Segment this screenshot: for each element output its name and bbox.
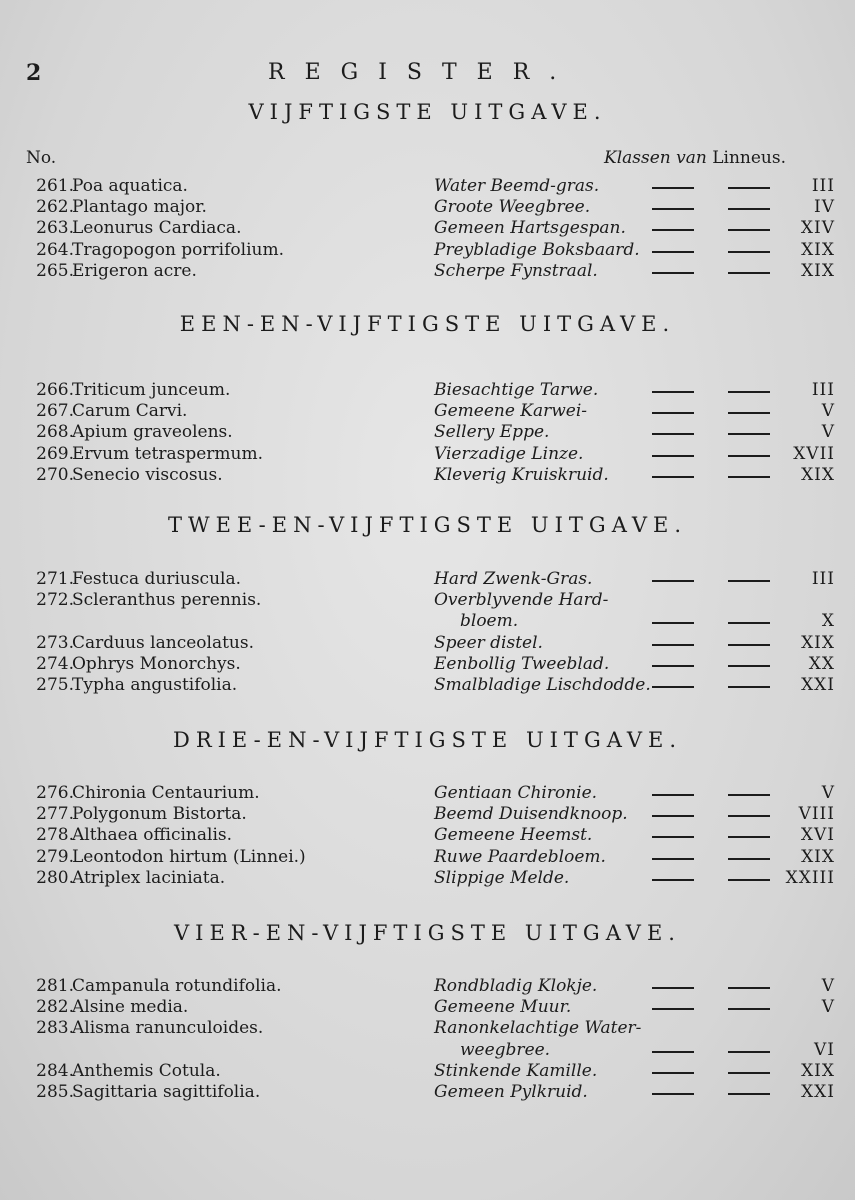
latin-name: Plantago major. xyxy=(72,197,207,218)
entry-number: 266. xyxy=(36,380,74,400)
linnaeus-class: XIX xyxy=(801,464,835,485)
leader-dash xyxy=(652,229,694,231)
latin-name: Carum Carvi. xyxy=(72,401,188,422)
dutch-name: Kleverig Kruiskruid. xyxy=(434,464,609,485)
register-entry xyxy=(0,218,855,240)
dutch-name: Speer distel. xyxy=(434,632,543,653)
leader-dash xyxy=(652,580,694,582)
register-entry xyxy=(0,465,855,487)
dutch-name: Overblyvende Hard- xyxy=(434,590,609,611)
page-number: 2 xyxy=(26,60,42,86)
entry-number: 283. xyxy=(36,1018,74,1039)
linnaeus-class: V xyxy=(821,976,835,996)
dutch-name: Gemeen Pylkruid. xyxy=(434,1082,588,1102)
register-entry xyxy=(0,997,855,1019)
latin-name: Festuca duriuscula. xyxy=(72,569,242,589)
register-entry xyxy=(0,654,855,676)
latin-name: Tragopogon porrifolium. xyxy=(72,239,284,260)
linnaeus-class: III xyxy=(811,569,835,589)
linnaeus-class: VIII xyxy=(798,804,835,825)
entry-number: 262. xyxy=(36,197,74,218)
leader-dash xyxy=(652,1072,694,1074)
leader-dash xyxy=(652,686,694,688)
linnaeus-class: V xyxy=(821,401,835,422)
leader-dash xyxy=(652,433,694,435)
entry-number: 261. xyxy=(36,176,74,196)
linnaeus-class: III xyxy=(811,380,835,400)
linnaeus-class: V xyxy=(821,997,835,1018)
linnaeus-class: IV xyxy=(814,197,835,218)
dutch-name: Smalbladige Lischdodde. xyxy=(434,675,651,695)
section-title: VIER-EN-VIJFTIGSTE UITGAVE. xyxy=(174,921,681,945)
latin-name: Ervum tetraspermum. xyxy=(72,443,263,464)
dutch-name: Water Beemd-gras. xyxy=(434,176,600,196)
linnaeus-class: X xyxy=(821,611,835,632)
linnaeus-class: XXI xyxy=(801,1082,835,1102)
dutch-name: Ranonkelachtige Water- xyxy=(434,1018,642,1039)
dutch-name: Beemd Duisendknoop. xyxy=(434,804,628,825)
entry-number: 275. xyxy=(36,675,74,695)
register-entry xyxy=(0,261,855,283)
entry-number: 276. xyxy=(36,783,74,803)
section-title: EEN-EN-VIJFTIGSTE UITGAVE. xyxy=(179,312,676,336)
dutch-name-continuation: bloem. xyxy=(460,611,519,632)
linnaeus-class: XIX xyxy=(801,846,835,867)
dutch-name: Gemeene Karwei- xyxy=(434,401,588,422)
running-title: REGISTER. xyxy=(268,60,577,85)
dutch-name-continuation: weegbree. xyxy=(460,1039,551,1060)
entry-number: 264. xyxy=(36,239,74,260)
leader-dash xyxy=(652,879,694,881)
leader-dash xyxy=(652,412,694,414)
register-entry xyxy=(0,240,855,262)
linnaeus-class: VI xyxy=(814,1039,835,1060)
dutch-name: Gentiaan Chironie. xyxy=(434,783,598,803)
page-header xyxy=(0,58,855,88)
latin-name: Leonurus Cardiaca. xyxy=(72,218,242,239)
leader-dash xyxy=(652,476,694,478)
register-entry xyxy=(0,197,855,219)
leader-dash xyxy=(652,1051,694,1053)
leader-dash xyxy=(652,1008,694,1010)
dutch-name: Biesachtige Tarwe. xyxy=(434,380,599,400)
register-entry xyxy=(0,633,855,655)
leader-dash xyxy=(652,455,694,457)
dutch-name: Slippige Melde. xyxy=(434,867,570,888)
classes-header-name: Linneus. xyxy=(712,148,786,168)
latin-name: Typha angustifolia. xyxy=(72,675,238,695)
entry-number: 263. xyxy=(36,218,74,239)
latin-name: Atriplex laciniata. xyxy=(72,867,226,888)
latin-name: Anthemis Cotula. xyxy=(72,1060,221,1081)
section-title: VIJFTIGSTE UITGAVE. xyxy=(248,100,607,124)
leader-dash xyxy=(652,644,694,646)
latin-name: Scleranthus perennis. xyxy=(72,590,262,611)
dutch-name: Gemeene Heemst. xyxy=(434,825,593,846)
register-entry xyxy=(0,444,855,466)
dutch-name: Eenbollig Tweeblad. xyxy=(434,653,610,674)
register-entry xyxy=(0,825,855,847)
entry-number: 284. xyxy=(36,1060,74,1081)
linnaeus-class: XIX xyxy=(801,632,835,653)
entry-number: 270. xyxy=(36,464,74,485)
linnaeus-class: XX xyxy=(808,653,835,674)
linnaeus-class: V xyxy=(821,422,835,443)
latin-name: Triticum junceum. xyxy=(72,380,231,400)
latin-name: Erigeron acre. xyxy=(72,260,197,281)
entry-number: 271. xyxy=(36,569,74,589)
linnaeus-class: XIX xyxy=(801,1060,835,1081)
latin-name: Polygonum Bistorta. xyxy=(72,804,247,825)
entry-number: 280. xyxy=(36,867,74,888)
register-entry xyxy=(0,675,855,697)
dutch-name: Hard Zwenk-Gras. xyxy=(434,569,593,589)
entry-number: 269. xyxy=(36,443,74,464)
classes-header-italic: Klassen van xyxy=(604,148,707,168)
latin-name: Campanula rotundifolia. xyxy=(72,976,282,996)
entry-number: 282. xyxy=(36,997,74,1018)
leader-dash xyxy=(652,836,694,838)
latin-name: Senecio viscosus. xyxy=(72,464,223,485)
linnaeus-class: XVI xyxy=(800,825,835,846)
entry-number: 265. xyxy=(36,260,74,281)
linnaeus-class: XIX xyxy=(801,239,835,260)
leader-dash xyxy=(652,622,694,624)
dutch-name: Gemeene Muur. xyxy=(434,997,572,1018)
register-entry xyxy=(0,976,855,998)
linnaeus-class: XXI xyxy=(801,675,835,695)
dutch-name: Stinkende Kamille. xyxy=(434,1060,598,1081)
latin-name: Apium graveolens. xyxy=(72,422,233,443)
dutch-name: Preybladige Boksbaard. xyxy=(434,239,640,260)
latin-name: Alisma ranunculoides. xyxy=(72,1018,264,1039)
entry-number: 277. xyxy=(36,804,74,825)
number-column-header: No. xyxy=(26,148,57,168)
entry-number: 273. xyxy=(36,632,74,653)
register-entry xyxy=(0,569,855,591)
leader-dash xyxy=(652,251,694,253)
register-entry xyxy=(0,380,855,402)
leader-dash xyxy=(652,1093,694,1095)
entry-number: 285. xyxy=(36,1082,74,1102)
latin-name: Chironia Centaurium. xyxy=(72,783,260,803)
section-title: TWEE-EN-VIJFTIGSTE UITGAVE. xyxy=(168,513,687,537)
linnaeus-class: XVII xyxy=(793,443,835,464)
dutch-name: Vierzadige Linze. xyxy=(434,443,584,464)
leader-dash xyxy=(652,815,694,817)
register-entry xyxy=(0,422,855,444)
dutch-name: Rondbladig Klokje. xyxy=(434,976,598,996)
leader-dash xyxy=(652,187,694,189)
register-entry xyxy=(0,804,855,826)
register-entry xyxy=(0,401,855,423)
linnaeus-class: V xyxy=(821,783,835,803)
latin-name: Leontodon hirtum (Linnei.) xyxy=(72,846,306,867)
register-entry xyxy=(0,868,855,890)
entry-number: 281. xyxy=(36,976,74,996)
register-entry xyxy=(0,783,855,805)
latin-name: Althaea officinalis. xyxy=(72,825,233,846)
section-title: DRIE-EN-VIJFTIGSTE UITGAVE. xyxy=(172,728,683,752)
register-entry xyxy=(0,1082,855,1104)
dutch-name: Sellery Eppe. xyxy=(434,422,550,443)
leader-dash xyxy=(652,272,694,274)
latin-name: Poa aquatica. xyxy=(72,176,188,196)
latin-name: Alsine media. xyxy=(72,997,189,1018)
latin-name: Carduus lanceolatus. xyxy=(72,632,254,653)
leader-dash xyxy=(652,208,694,210)
latin-name: Ophrys Monorchys. xyxy=(72,653,241,674)
entry-number: 279. xyxy=(36,846,74,867)
register-entry xyxy=(0,847,855,869)
register-entry xyxy=(0,1061,855,1083)
latin-name: Sagittaria sagittifolia. xyxy=(72,1082,261,1102)
entry-number: 267. xyxy=(36,401,74,422)
leader-dash xyxy=(652,665,694,667)
entry-number: 274. xyxy=(36,653,74,674)
entry-number: 272. xyxy=(36,590,74,611)
entry-number: 268. xyxy=(36,422,74,443)
leader-dash xyxy=(652,858,694,860)
dutch-name: Gemeen Hartsgespan. xyxy=(434,218,626,239)
entry-number: 278. xyxy=(36,825,74,846)
linnaeus-class: XIX xyxy=(801,260,835,281)
dutch-name: Ruwe Paardebloem. xyxy=(434,846,606,867)
dutch-name: Groote Weegbree. xyxy=(434,197,591,218)
register-entry xyxy=(0,176,855,198)
classes-column-header xyxy=(604,148,786,168)
linnaeus-class: XXIII xyxy=(785,867,835,888)
linnaeus-class: XIV xyxy=(800,218,835,239)
leader-dash xyxy=(652,391,694,393)
linnaeus-class: III xyxy=(811,176,835,196)
leader-dash xyxy=(652,794,694,796)
leader-dash xyxy=(652,987,694,989)
dutch-name: Scherpe Fynstraal. xyxy=(434,260,598,281)
